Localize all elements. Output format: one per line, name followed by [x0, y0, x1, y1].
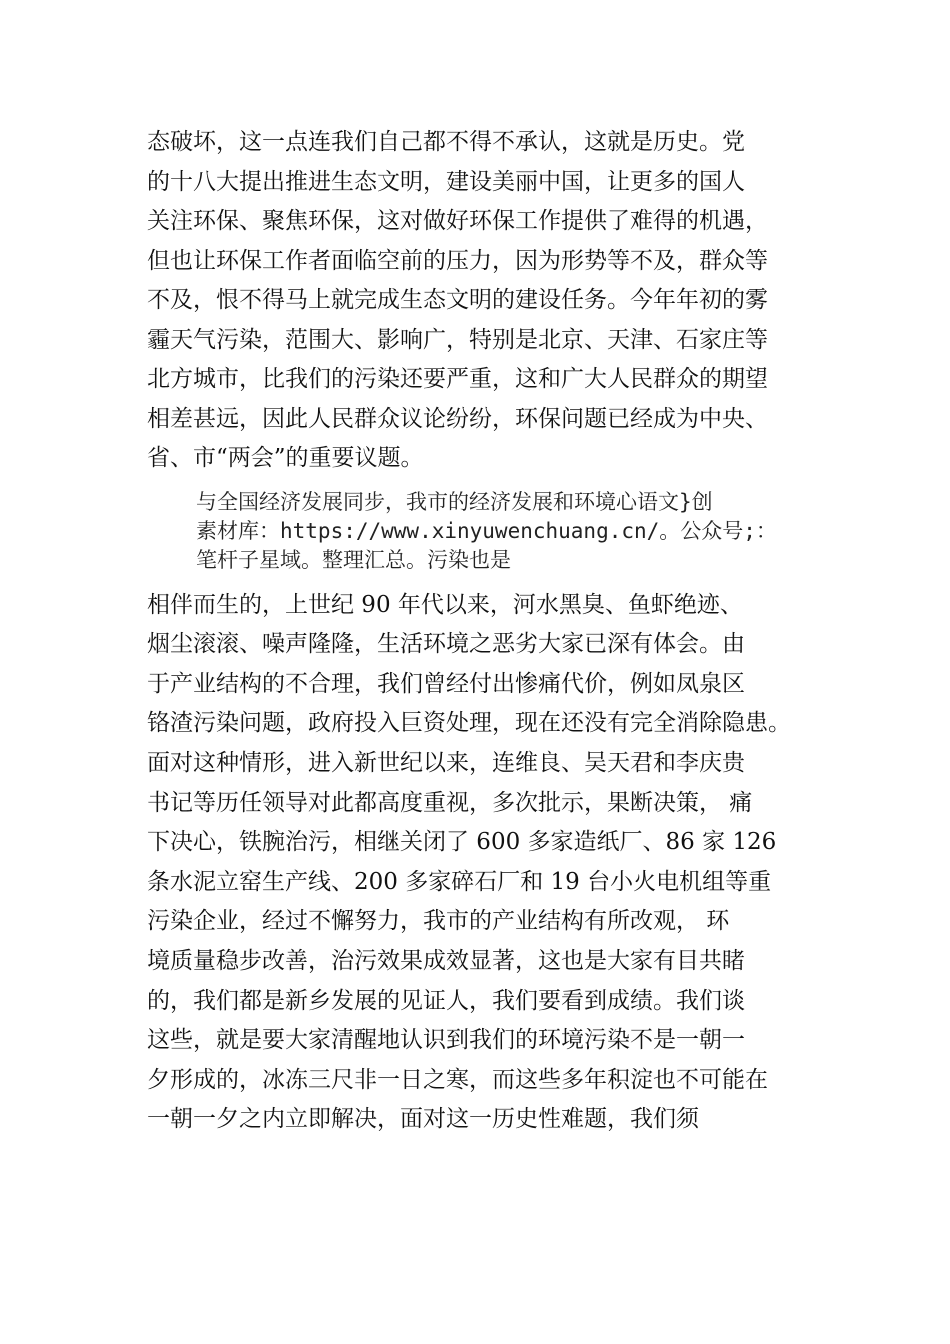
paragraph-1-line: 相差甚远，因此人民群众议论纷纷，环保问题已经成为中央、: [147, 406, 768, 432]
paragraph-2-line: 这些，就是要大家清醒地认识到我们的环境污染不是一朝一: [147, 1027, 745, 1053]
paragraph-1-line: 态破坏，这一点连我们自己都不得不承认，这就是历史。党: [147, 129, 745, 155]
inserted-note-line: 笔杆子星域。整理汇总。污染也是: [196, 548, 511, 572]
paragraph-1-line: 省、市“两会”的重要议题。: [147, 445, 424, 471]
paragraph-1-line: 关注环保、聚焦环保，这对做好环保工作提供了难得的机遇，: [147, 208, 768, 234]
paragraph-2-line: 书记等历任领导对此都高度重视，多次批示，果断决策， 痛: [147, 790, 753, 816]
paragraph-2-line: 下决心，铁腕治污，相继关闭了 600 多家造纸厂、86 家 126: [147, 829, 777, 855]
paragraph-2-line: 烟尘滚滚、噪声隆隆，生活环境之恶劣大家已深有体会。由: [147, 631, 745, 657]
inserted-note-line: 素材库：https://www.xinyuwenchuang.cn/。公众号;：: [196, 519, 777, 543]
paragraph-2-line: 境质量稳步改善，治污效果成效显著，这也是大家有目共睹: [147, 948, 745, 974]
paragraph-2-line: 条水泥立窑生产线、200 多家碎石厂和 19 台小火电机组等重: [147, 869, 772, 895]
paragraph-1-line: 但也让环保工作者面临空前的压力，因为形势等不及，群众等: [147, 248, 768, 274]
paragraph-2-line: 相伴而生的，上世纪 90 年代以来，河水黑臭、鱼虾绝迹、: [147, 592, 743, 618]
inserted-note-line: 与全国经济发展同步，我市的经济发展和环境心语文}创: [196, 490, 713, 514]
paragraph-1-line: 不及，恨不得马上就完成生态文明的建设任务。今年年初的雾: [147, 287, 768, 313]
paragraph-1-line: 北方城市，比我们的污染还要严重，这和广大人民群众的期望: [147, 366, 768, 392]
paragraph-2-line: 的，我们都是新乡发展的见证人，我们要看到成绩。我们谈: [147, 988, 745, 1014]
paragraph-2-line: 于产业结构的不合理，我们曾经付出惨痛代价，例如凤泉区: [147, 671, 745, 697]
paragraph-2-line: 污染企业，经过不懈努力，我市的产业结构有所改观， 环: [147, 908, 730, 934]
paragraph-2-line: 面对这种情形，进入新世纪以来，连维良、吴天君和李庆贵: [147, 750, 745, 776]
paragraph-1-line: 霾天气污染，范围大、影响广，特别是北京、天津、石家庄等: [147, 327, 768, 353]
paragraph-2-line: 铬渣污染问题，政府投入巨资处理，现在还没有完全消除隐患。: [147, 710, 791, 736]
paragraph-1-line: 的十八大提出推进生态文明，建设美丽中国，让更多的国人: [147, 169, 745, 195]
paragraph-2-line: 一朝一夕之内立即解决，面对这一历史性难题，我们须: [147, 1106, 699, 1132]
paragraph-2-line: 夕形成的，冰冻三尺非一日之寒，而这些多年积淀也不可能在: [147, 1067, 768, 1093]
